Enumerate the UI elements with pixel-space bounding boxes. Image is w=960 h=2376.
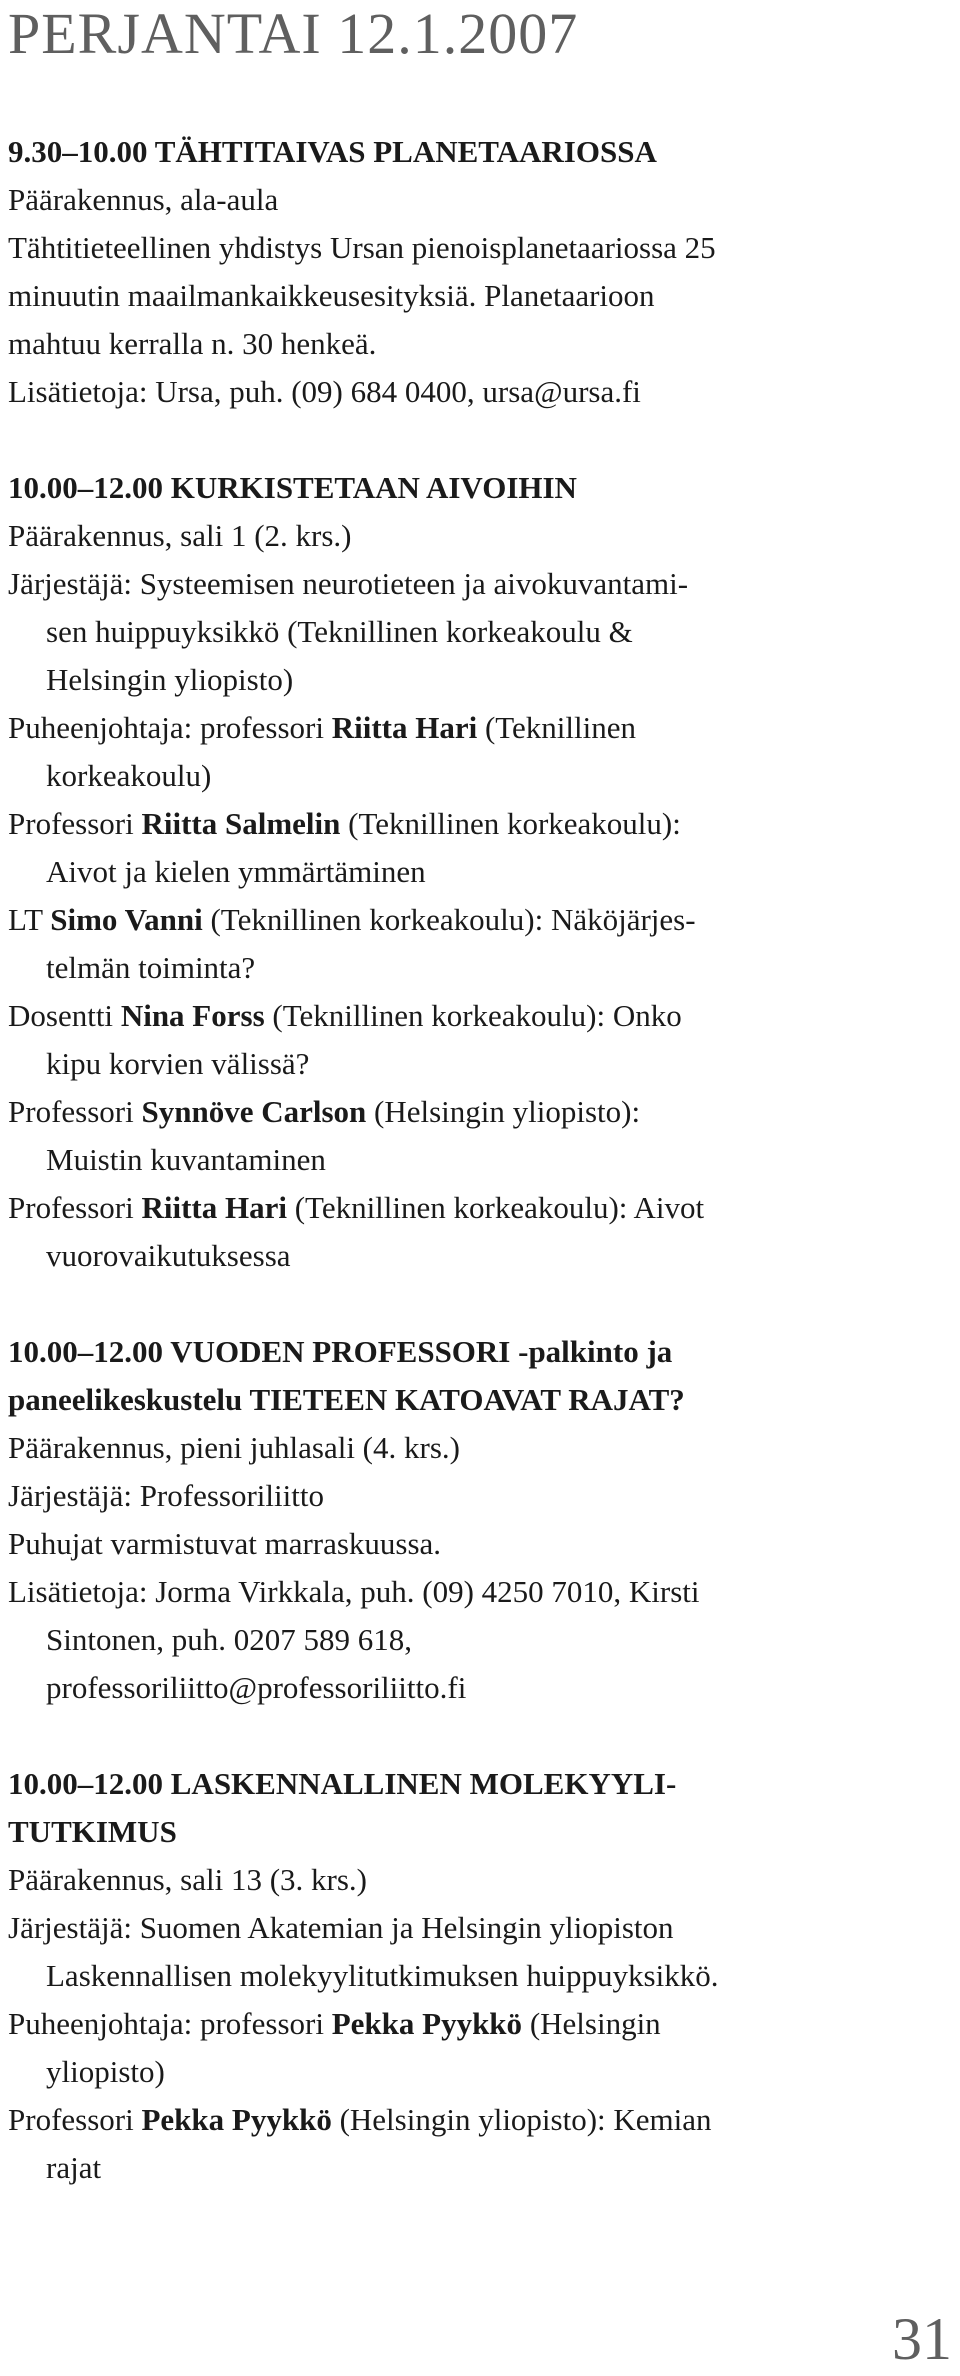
talk-line: [8, 992, 953, 1040]
event-location: Päärakennus, sali 13 (3. krs.): [8, 1862, 367, 1897]
event-title: TUTKIMUS: [8, 1814, 177, 1849]
talk-title: rajat: [46, 2150, 102, 2185]
talk-line: [8, 800, 953, 848]
event-chair-cont: korkeakoulu): [46, 758, 212, 793]
event-location: Päärakennus, sali 1 (2. krs.): [8, 518, 352, 553]
event-info: professoriliitto@professoriliitto.fi: [46, 1670, 467, 1705]
program-content: [8, 128, 953, 2240]
event-organizer: Järjestäjä: Suomen Akatemian ja Helsingin yliopiston: [8, 1910, 674, 1945]
chair-prefix: Puheenjohtaja: professori: [8, 2006, 324, 2041]
talk-prefix: Professori: [8, 806, 134, 841]
event-molecular: [8, 1760, 953, 2192]
speaker-name: Riitta Salmelin: [141, 806, 341, 841]
event-title: 10.00–12.00 VUODEN PROFESSORI -palkinto ja: [8, 1334, 673, 1369]
chair-name: Riitta Hari: [331, 710, 478, 745]
talk-title: vuorovaikutuksessa: [46, 1238, 291, 1273]
event-chair: [8, 2000, 953, 2048]
speaker-name: Nina Forss: [120, 998, 265, 1033]
event-description: minuutin maailmankaikkeusesityksiä. Planetaarioon: [8, 278, 655, 313]
event-planetarium: [8, 128, 953, 416]
chair-suffix: (Teknillinen: [484, 710, 637, 745]
talk-title: Aivot ja kielen ymmärtäminen: [46, 854, 426, 889]
talk-title: Muistin kuvantaminen: [46, 1142, 326, 1177]
talk-prefix: Professori: [8, 1094, 134, 1129]
talk-suffix: (Teknillinen korkeakoulu): Näköjärjes-: [210, 902, 696, 937]
speaker-name: Synnöve Carlson: [141, 1094, 367, 1129]
page-number: 31: [892, 2306, 952, 2372]
event-chair-cont: yliopisto): [46, 2054, 165, 2089]
chair-name: Pekka Pyykkö: [331, 2006, 523, 2041]
event-location: Päärakennus, ala-aula: [8, 182, 279, 217]
speaker-name: Simo Vanni: [50, 902, 203, 937]
event-title: paneelikeskustelu TIETEEN KATOAVAT RAJAT?: [8, 1382, 685, 1417]
event-info: Lisätietoja: Ursa, puh. (09) 684 0400, ursa@ursa.fi: [8, 374, 641, 409]
event-organizer: Laskennallisen molekyylitutkimuksen huippuyksikkö.: [46, 1958, 719, 1993]
event-chair: [8, 704, 953, 752]
event-title: 10.00–12.00 KURKISTETAAN AIVOIHIN: [8, 470, 577, 505]
talk-suffix: (Teknillinen korkeakoulu): Onko: [272, 998, 682, 1033]
event-info: Sintonen, puh. 0207 589 618,: [46, 1622, 412, 1657]
event-description: Tähtitieteellinen yhdistys Ursan pienoisplanetaariossa 25: [8, 230, 716, 265]
talk-prefix: Professori: [8, 2102, 134, 2137]
talk-line: [8, 1088, 953, 1136]
page-title: PERJANTAI 12.1.2007: [8, 1, 579, 66]
talk-suffix: (Helsingin yliopisto):: [374, 1094, 641, 1129]
talk-suffix: (Teknillinen korkeakoulu):: [348, 806, 681, 841]
chair-prefix: Puheenjohtaja: professori: [8, 710, 324, 745]
talk-line: [8, 1184, 953, 1232]
event-brain: [8, 464, 953, 1280]
event-organizer: Järjestäjä: Systeemisen neurotieteen ja aivokuvantami-: [8, 566, 689, 601]
chair-suffix: (Helsingin: [529, 2006, 661, 2041]
event-professor-award: [8, 1328, 953, 1712]
talk-prefix: Professori: [8, 1190, 134, 1225]
talk-prefix: LT: [8, 902, 43, 937]
speaker-name: Riitta Hari: [141, 1190, 287, 1225]
speaker-name: Pekka Pyykkö: [141, 2102, 332, 2137]
event-description: mahtuu kerralla n. 30 henkeä.: [8, 326, 377, 361]
event-info: Lisätietoja: Jorma Virkkala, puh. (09) 4250 7010, Kirsti: [8, 1574, 700, 1609]
talk-suffix: (Teknillinen korkeakoulu): Aivot: [294, 1190, 705, 1225]
talk-suffix: (Helsingin yliopisto): Kemian: [339, 2102, 712, 2137]
talk-line: [8, 896, 953, 944]
event-speakers: Puhujat varmistuvat marraskuussa.: [8, 1526, 442, 1561]
event-location: Päärakennus, pieni juhlasali (4. krs.): [8, 1430, 460, 1465]
event-title: 9.30–10.00 TÄHTITAIVAS PLANETAARIOSSA: [8, 134, 657, 169]
event-organizer: sen huippuyksikkö (Teknillinen korkeakoulu &: [46, 614, 633, 649]
talk-line: [8, 2096, 953, 2144]
talk-title: kipu korvien välissä?: [46, 1046, 310, 1081]
event-organizer: Helsingin yliopisto): [46, 662, 294, 697]
event-organizer: Järjestäjä: Professoriliitto: [8, 1478, 324, 1513]
event-title: 10.00–12.00 LASKENNALLINEN MOLEKYYLI-: [8, 1766, 677, 1801]
talk-title: telmän toiminta?: [46, 950, 256, 985]
talk-prefix: Dosentti: [8, 998, 114, 1033]
